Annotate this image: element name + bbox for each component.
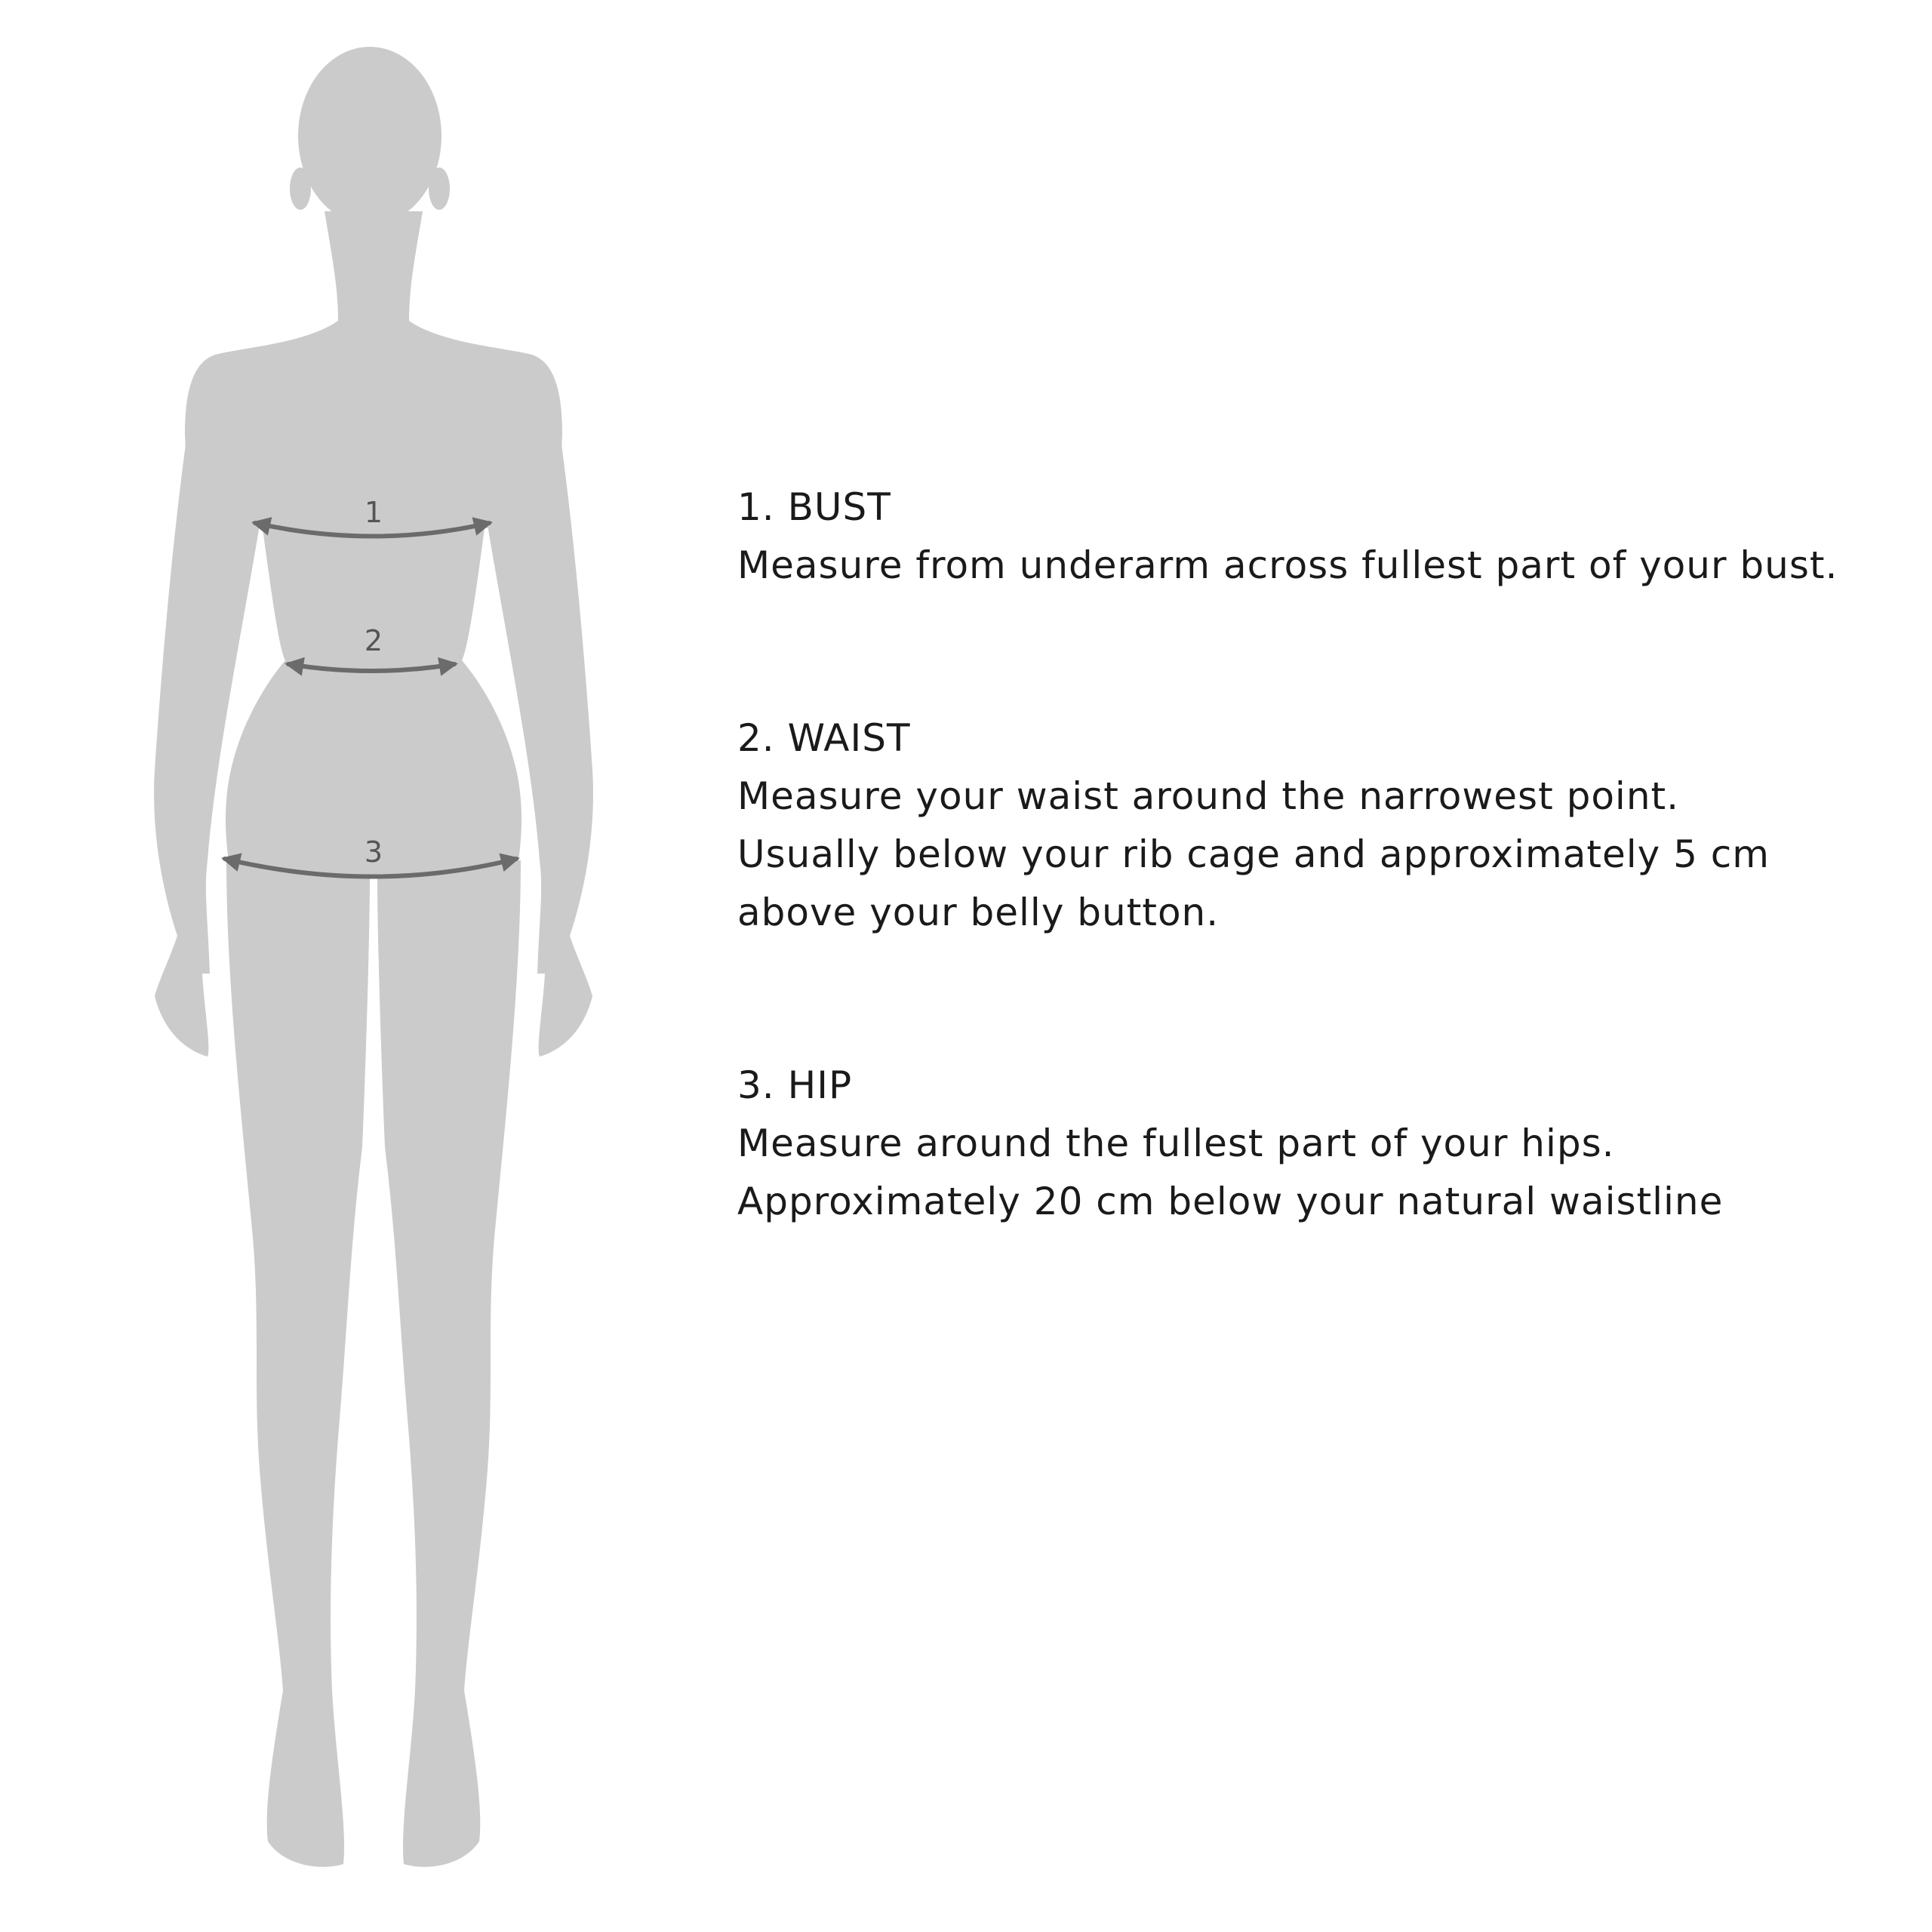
bust-heading: 1. BUST — [737, 485, 891, 529]
right-ear-shape — [429, 168, 450, 210]
right-leg-shape — [377, 860, 521, 1867]
hip-marker-label: 3 — [364, 835, 383, 869]
waist-instruction — [737, 709, 1915, 942]
body-silhouette — [154, 47, 593, 1867]
hip-description-line: Measure around the fullest part of your hips. — [737, 1121, 1615, 1165]
hip-instruction — [737, 1057, 1915, 1231]
bust-instruction — [737, 478, 1915, 595]
bust-description-line: Measure from underarm across fullest part of your bust. — [737, 543, 1838, 587]
waist-marker-label: 2 — [364, 624, 383, 657]
waist-description-line: above your belly button. — [737, 891, 1220, 934]
left-ear-shape — [290, 168, 311, 210]
bust-marker-label: 1 — [364, 496, 383, 529]
body-silhouette-figure — [0, 0, 619, 1932]
waist-description-line: Measure your waist around the narrowest point. — [737, 774, 1680, 818]
head-shape — [298, 47, 441, 225]
hip-description-line: Approximately 20 cm below your natural waistline — [737, 1180, 1724, 1223]
hip-heading: 3. HIP — [737, 1063, 853, 1107]
left-leg-shape — [226, 860, 370, 1867]
waist-description-line: Usually below your rib cage and approximately 5 cm — [737, 832, 1770, 876]
waist-heading: 2. WAIST — [737, 716, 911, 760]
